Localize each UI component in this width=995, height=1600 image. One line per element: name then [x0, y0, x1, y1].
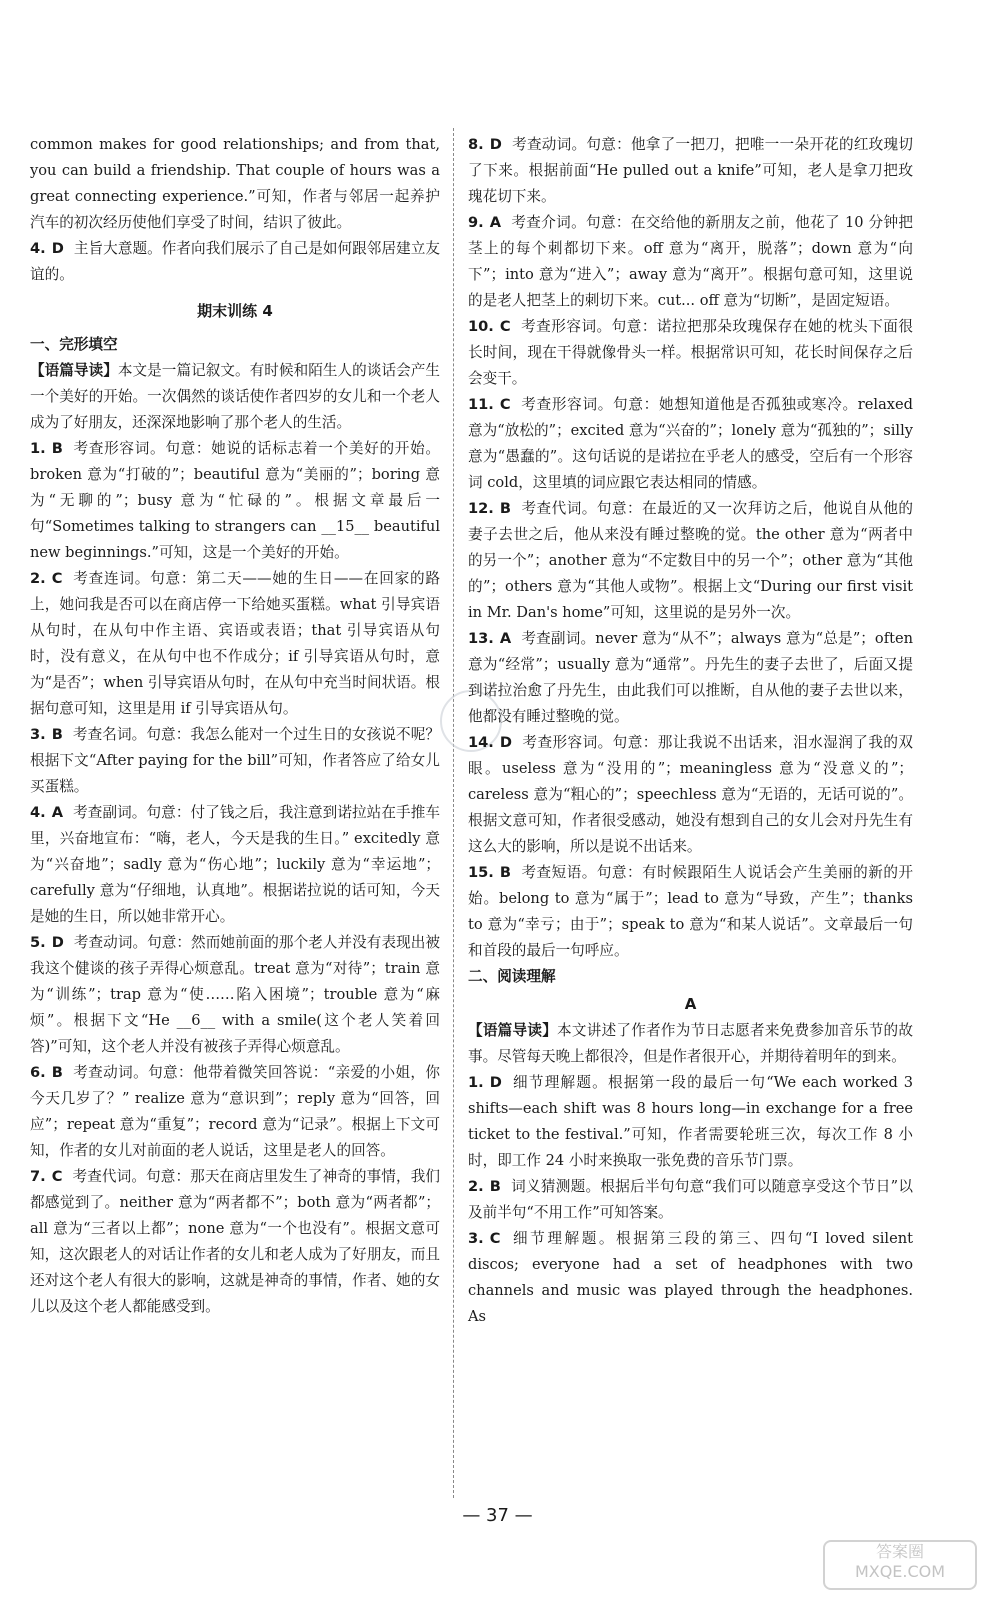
item-number: 4. [30, 804, 46, 821]
item-explanation: 考查动词。句意：他带着微笑回答说：“亲爱的小姐，你今天几岁了？” realize 意为“意识到”；reply 意为“回答，回应”；repeat 意为“重复”；record 意为“记录”。根据上下文可知，作者的女儿对前面的老人说话，这里是老人的回答。 [30, 1064, 440, 1159]
item-number: 3. [30, 726, 46, 743]
item-number: 12. [468, 500, 494, 517]
right-column [468, 132, 913, 1330]
item-number: 15. [468, 864, 494, 881]
answer-item [468, 210, 913, 314]
item-answer: B [51, 726, 63, 743]
item-answer: B [499, 864, 511, 881]
passage-guide [468, 1018, 913, 1070]
answer-item [30, 1164, 440, 1320]
answer-item [468, 132, 913, 210]
item-number: 10. [468, 318, 494, 335]
item-explanation: 考查副词。句意：付了钱之后，我注意到诺拉站在手推车里，兴奋地宣布：“嗨，老人，今天是我的生日。” excitedly 意为“兴奋地”；sadly 意为“伤心地”；luckily 意为“幸运地”；carefully 意为“仔细地，认真地”。根据诺拉说的话可知，今天是她的生日，所以她非常开心。 [30, 804, 440, 925]
item-number: 2. [468, 1178, 484, 1195]
answer-item [468, 314, 913, 392]
item-explanation: 细节理解题。根据第三段的第三、四句“I loved silent discos; everyone had a set of headphones with two channels and music was played through the headphones. As [468, 1230, 913, 1325]
item-explanation: 考查名词。句意：我怎么能对一个过生日的女孩说不呢？根据下文“After paying for the bill”可知，作者答应了给女儿买蛋糕。 [30, 726, 440, 795]
passage-guide [30, 358, 440, 436]
answer-item [468, 496, 913, 626]
item-explanation: 考查代词。句意：在最近的又一次拜访之后，他说自从他的妻子去世之后，他从来没有睡过整晚的觉。the other 意为“两者中的另一个”；another 意为“不定数目中的另一个”；other 意为“其他的”；others 意为“其他人或物”。根据上文“During our first visit in Mr. Dan's home”可知，这里说的是另外一次。 [468, 500, 913, 621]
item-number: 2. [30, 570, 46, 587]
item-answer: A [489, 214, 501, 231]
item-answer: D [51, 934, 64, 951]
item-number: 1. [468, 1074, 484, 1091]
answer-item [468, 1070, 913, 1174]
answer-item [30, 722, 440, 800]
guide-text: 本文讲述了作者作为节日志愿者来免费参加音乐节的故事。尽管每天晚上都很冷，但是作者很开心，并期待着明年的到来。 [468, 1022, 913, 1065]
item-explanation: 考查动词。句意：然而她前面的那个老人并没有表现出被我这个健谈的孩子弄得心烦意乱。treat 意为“对待”；train 意为“训练”；trap 意为“使……陷入困境”；trouble 意为“麻烦”。根据下文“He __6__ with a smile(这个老人笑着回答)”可知，这个老人并没有被孩子弄得心烦意乱。 [30, 934, 440, 1055]
column-divider [453, 128, 454, 1498]
part-heading: 二、阅读理解 [468, 968, 556, 985]
item-answer: B [489, 1178, 501, 1195]
item-number: 4. [30, 240, 46, 257]
item-number: 11. [468, 396, 494, 413]
item-answer: D [489, 136, 502, 153]
guide-text: 本文是一篇记叙文。有时候和陌生人的谈话会产生一个美好的开始。一次偶然的谈话使作者四岁的女儿和一个老人成为了好朋友，还深深地影响了那个老人的生活。 [30, 362, 440, 431]
item-explanation: 词义猜测题。根据后半句句意“我们可以随意享受这个节日”以及前半句“不用工作”可知答案。 [468, 1178, 913, 1221]
item-answer: C [499, 318, 511, 335]
answer-item [468, 1226, 913, 1330]
answer-item [30, 800, 440, 930]
item-number: 7. [30, 1168, 46, 1185]
answer-item [468, 860, 913, 964]
item-explanation: 考查形容词。句意：诺拉把那朵玫瑰保存在她的枕头下面很长时间，现在干得就像骨头一样。根据常识可知，花长时间保存之后会变干。 [468, 318, 913, 387]
item-number: 1. [30, 440, 46, 457]
item-number: 13. [468, 630, 494, 647]
passage-letter: A [684, 995, 697, 1013]
watermark-line2: MXQE.COM [854, 1562, 946, 1581]
site-watermark [823, 1540, 977, 1590]
item-explanation: 考查介词。句意：在交给他的新朋友之前，他花了 10 分钟把茎上的每个刺都切下来。off 意为“离开，脱落”；down 意为“向下”；into 意为“进入”；away 意为“离开”。根据句意可知，这里说的是老人把茎上的刺切下来。cut... off 意为“切断”，是固定短语。 [468, 214, 913, 309]
item-answer: B [499, 500, 511, 517]
section-title: 期末训练 4 [197, 302, 273, 320]
item-explanation: 考查形容词。句意：她想知道他是否孤独或寒冷。relaxed 意为“放松的”；excited 意为“兴奋的”；lonely 意为“孤独的”；silly 意为“愚蠢的”。这句话说的是诺拉在乎老人的感受，空后有一个形容词 cold，这里填的词应跟它表达相同的情感。 [468, 396, 913, 491]
part-heading: 一、完形填空 [30, 336, 118, 353]
item-explanation: 考查短语。句意：有时候跟陌生人说话会产生美丽的新的开始。belong to 意为“属于”；lead to 意为“导致，产生”；thanks to 意为“幸亏；由于”；speak to 意为“和某人说话”。文章最后一句和首段的最后一句呼应。 [468, 864, 913, 959]
answer-item [30, 1060, 440, 1164]
left-column [30, 132, 440, 1320]
item-explanation: 考查形容词。句意：那让我说不出话来，泪水湿润了我的双眼。useless 意为“没用的”；meaningless 意为“没意义的”；careless 意为“粗心的”；speechless 意为“无语的，无话可说的”。根据文意可知，作者很受感动，她没有想到自己的女儿会对丹先生有这么大的影响，所以是说不出话来。 [468, 734, 913, 855]
item-explanation: 考查动词。句意：他拿了一把刀，把唯一一朵开花的红玫瑰切了下来。根据前面“He pulled out a knife”可知，老人是拿刀把玫瑰花切下来。 [468, 136, 913, 205]
guide-label: 【语篇导读】 [468, 1022, 558, 1039]
page-number: — 37 — [462, 1505, 533, 1526]
item-number: 5. [30, 934, 46, 951]
item-explanation: 主旨大意题。作者向我们展示了自己是如何跟邻居建立友谊的。 [30, 240, 440, 283]
item-answer: B [51, 440, 63, 457]
item-answer: C [51, 1168, 63, 1185]
item-number: 9. [468, 214, 484, 231]
item-explanation: 考查形容词。句意：她说的话标志着一个美好的开始。broken 意为“打破的”；beautiful 意为“美丽的”；boring 意为“无聊的”；busy 意为“忙碌的”。根据文章最后一句“Sometimes talking to strangers can __15__ beautiful new beginnings.”可知，这是一个美好的开始。 [30, 440, 440, 561]
answer-item [30, 566, 440, 722]
item-number: 6. [30, 1064, 46, 1081]
answer-item [468, 730, 913, 860]
item-number: 8. [468, 136, 484, 153]
answer-item [30, 930, 440, 1060]
item-answer: A [51, 804, 63, 821]
guide-label: 【语篇导读】 [30, 362, 118, 379]
intro-paragraph: common makes for good relationships; and from that, you can build a friendship. That couple of hours was a great connecting experience.”可知，作者与邻居一起养护汽车的初次经历使他们享受了时间，结识了彼此。 [30, 136, 440, 231]
item-explanation: 考查代词。句意：那天在商店里发生了神奇的事情，我们都感觉到了。neither 意为“两者都不”；both 意为“两者都”；all 意为“三者以上都”；none 意为“一个也没有”。根据文意可知，这次跟老人的对话让作者的女儿和老人成为了好朋友，而且还对这个老人有很大的影响，这就是神奇的事情，作者、她的女儿以及这个老人都能感受到。 [30, 1168, 440, 1315]
item-answer: D [489, 1074, 502, 1091]
item-answer: C [489, 1230, 501, 1247]
item-number: 3. [468, 1230, 484, 1247]
item-number: 14. [468, 734, 494, 751]
item-answer: D [499, 734, 512, 751]
item-explanation: 考查副词。never 意为“从不”；always 意为“总是”；often 意为“经常”；usually 意为“通常”。丹先生的妻子去世了，后面又提到诺拉治愈了丹先生，由此我们可以推断，自从他的妻子去世以来，他都没有睡过整晚的觉。 [468, 630, 913, 725]
item-answer: B [51, 1064, 63, 1081]
watermark-line1: 答案圈 [875, 1542, 924, 1561]
item-answer: C [51, 570, 63, 587]
answer-item [30, 436, 440, 566]
item-answer: C [499, 396, 511, 413]
answer-item [468, 392, 913, 496]
item-answer: A [499, 630, 512, 647]
item-answer: D [51, 240, 64, 257]
answer-item [468, 1174, 913, 1226]
item-explanation: 细节理解题。根据第一段的最后一句“We each worked 3 shifts—each shift was 8 hours long—in exchange for a free ticket to the festival.”可知，作者需要轮班三次，每次工作 8 小时，即工作 24 小时来换取一张免费的音乐节门票。 [468, 1074, 913, 1169]
answer-item [30, 236, 440, 288]
item-explanation: 考查连词。句意：第二天——她的生日——在回家的路上，她问我是否可以在商店停一下给她买蛋糕。what 引导宾语从句时，在从句中作主语、宾语或表语；that 引导宾语从句时，没有意义，在从句中也不作成分；if 引导宾语从句时，意为“是否”；when 引导宾语从句时，在从句中充当时间状语。根据句意可知，这里是用 if 引导宾语从句。 [30, 570, 440, 717]
answer-item [468, 626, 913, 730]
